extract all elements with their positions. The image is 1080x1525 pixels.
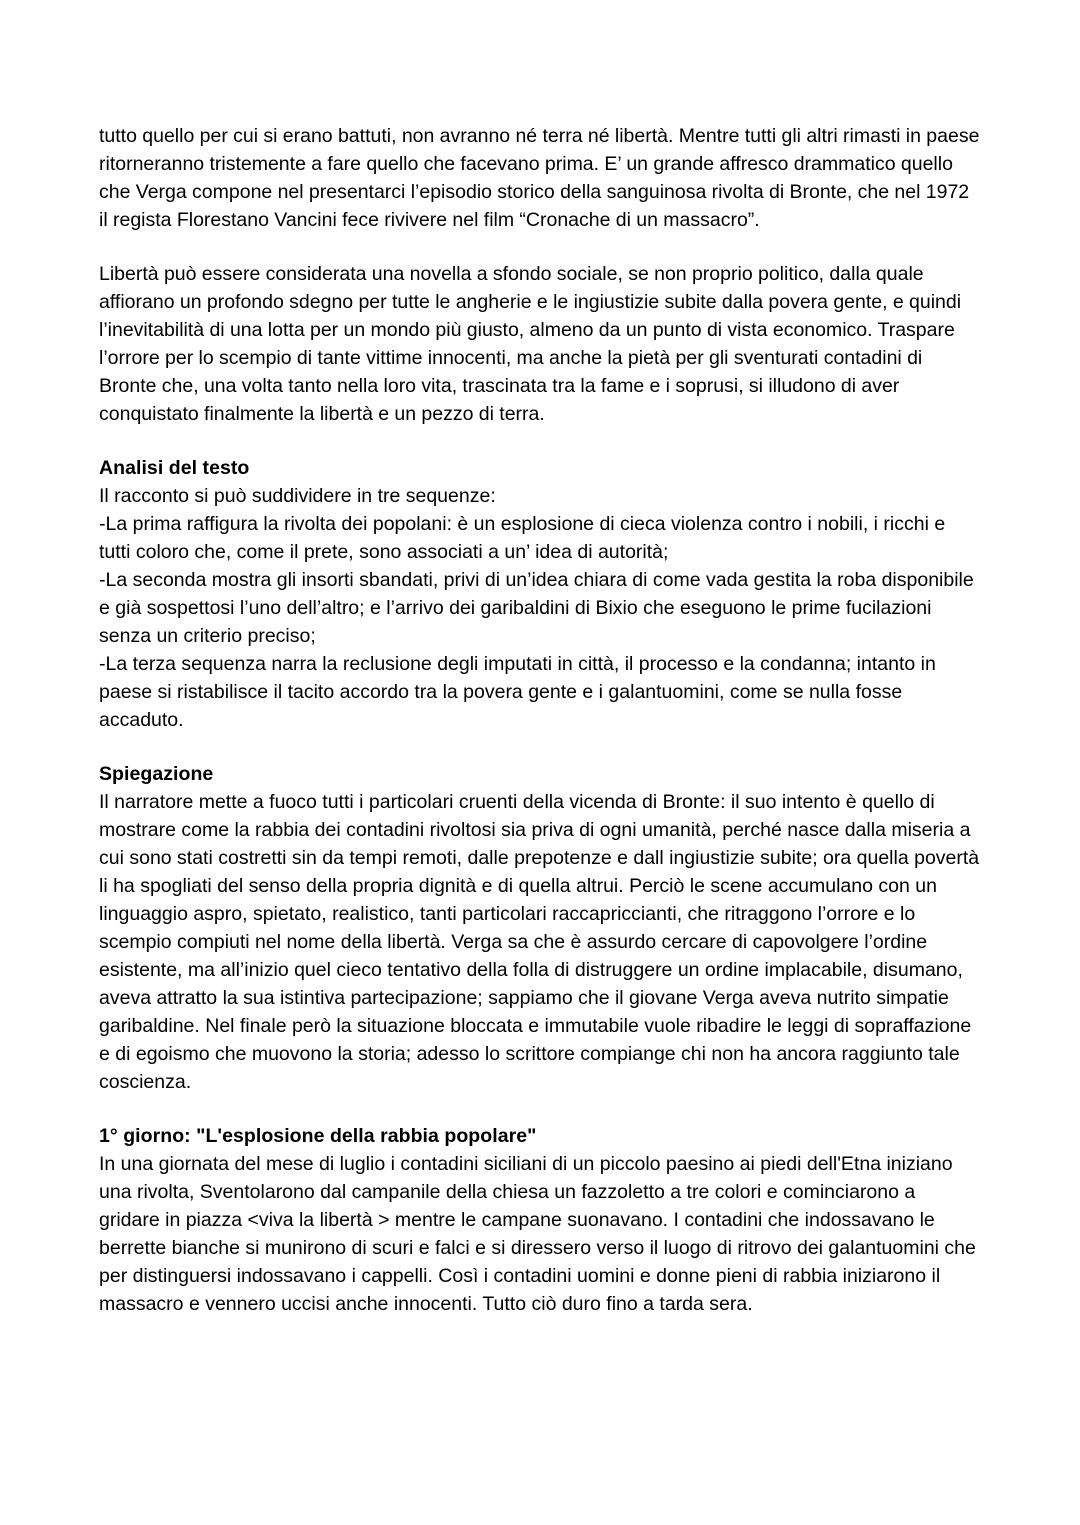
heading-primo-giorno: 1° giorno: "L'esplosione della rabbia popolare" — [99, 1125, 537, 1147]
heading-analisi-del-testo: Analisi del testo — [99, 457, 250, 479]
heading-spiegazione: Spiegazione — [99, 763, 214, 785]
document-body — [99, 122, 981, 1318]
paragraph-affresco-drammatico: tutto quello per cui si erano battuti, non avranno né terra né libertà. Mentre tutti gli altri rimasti in paese ritorneranno tristemente a fare quello che facevano prima. E’ un grande affresco drammatico quello che Verga compone nel presentarci l’episodio storico della sanguinosa rivolta di Bronte, che nel 1972 il regista Florestano Vancini fece rivivere nel film “Cronache di un massacro”. — [99, 125, 980, 231]
body-primo-giorno: In una giornata del mese di luglio i contadini siciliani di un piccolo paesino ai piedi dell'Etna iniziano una rivolta, Sventolarono dal campanile della chiesa un fazzoletto a tre colori e cominciarono a gridare in piazza <viva la libertà > mentre le campane suonavano. I contadini che indossavano le berrette bianche si munirono di scuri e falci e si diressero verso il luogo di ritrovo dei galantuomini che per distinguersi indossavano i cappelli. Così i contadini uomini e donne pieni di rabbia iniziarono il massacro e vennero uccisi anche innocenti. Tutto ciò duro fino a tarda sera. — [99, 1153, 976, 1315]
section-analisi-del-testo — [99, 454, 981, 734]
body-spiegazione: Il narratore mette a fuoco tutti i particolari cruenti della vicenda di Bronte: il suo intento è quello di mostrare come la rabbia dei contadini rivoltosi sia priva di ogni umanità, perché nasce dalla miseria a cui sono stati costretti sin da tempi remoti, dalle prepotenze e dall ingiustizie subite; ora quella povertà li ha spogliati del senso della propria dignità e di quella altrui. Perciò le scene accumulano con un linguaggio aspro, spietato, realistico, tanti particolari raccapriccianti, che ritraggono l’orrore e lo scempio compiuti nel nome della libertà. Verga sa che è assurdo cercare di capovolgere l’ordine esistente, ma all’inizio quel cieco tentativo della folla di distruggere un ordine implacabile, disumano, aveva attratto la sua istintiva partecipazione; sappiamo che il giovane Verga aveva nutrito simpatie garibaldine. Nel finale però la situazione bloccata e immutabile vuole ribadire le leggi di sopraffazione e di egoismo che muovono la storia; adesso lo scrittore compiange chi non ha ancora raggiunto tale coscienza. — [99, 791, 980, 1093]
section-primo-giorno — [99, 1122, 981, 1318]
section-spiegazione — [99, 760, 981, 1096]
body-analisi-del-testo: Il racconto si può suddividere in tre sequenze: -La prima raffigura la rivolta dei popolani: è un esplosione di cieca violenza contro i nobili, i ricchi e tutti coloro che, come il prete, sono associati a un’ idea di autorità; -La seconda mostra gli insorti sbandati, privi di un’idea chiara di come vada gestita la roba disponibile e già sospettosi l’uno dell’altro; e l’arrivo dei garibaldini di Bixio che eseguono le prime fucilazioni senza un criterio preciso; -La terza sequenza narra la reclusione degli imputati in città, il processo e la condanna; intanto in paese si ristabilisce il tacito accordo tra la povera gente e i galantuomini, come se nulla fosse accaduto. — [99, 485, 974, 731]
paragraph-liberta-novella-sociale: Libertà può essere considerata una novella a sfondo sociale, se non proprio politico, dalla quale affiorano un profondo sdegno per tutte le angherie e le ingiustizie subite dalla povera gente, e quindi l’inevitabilità di una lotta per un mondo più giusto, almeno da un punto di vista economico. Traspare l’orrore per lo scempio di tante vittime innocenti, ma anche la pietà per gli sventurati contadini di Bronte che, una volta tanto nella loro vita, trascinata tra la fame e i soprusi, si illudono di aver conquistato finalmente la libertà e un pezzo di terra. — [99, 263, 962, 425]
